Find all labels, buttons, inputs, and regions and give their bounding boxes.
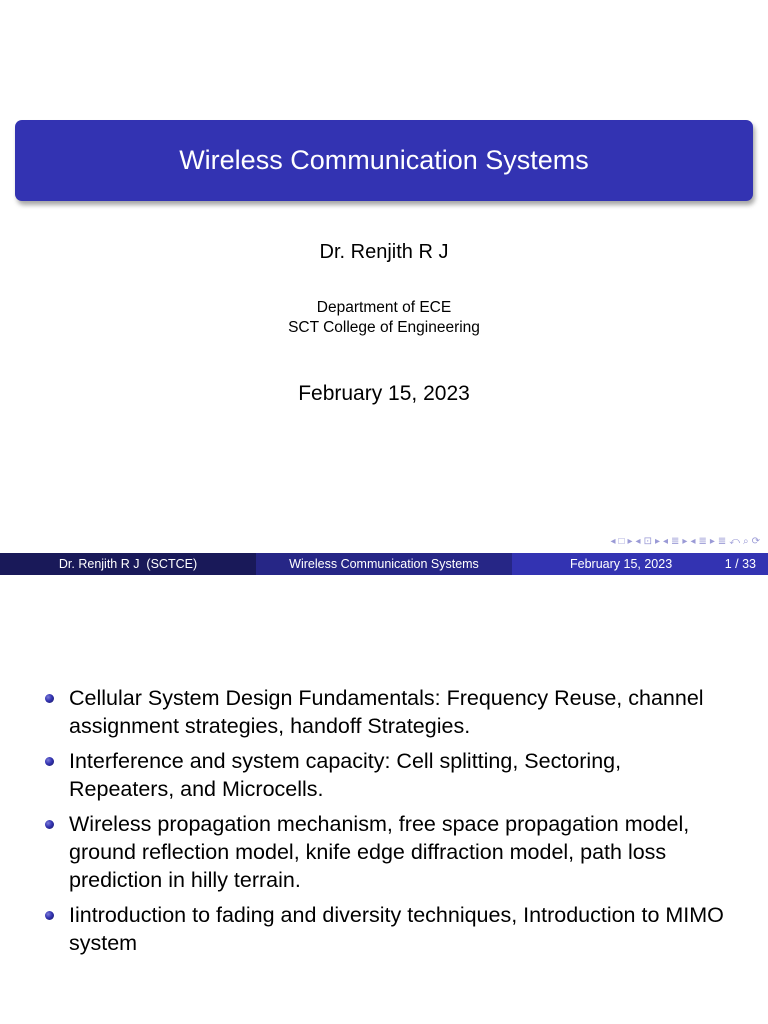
forward-icon[interactable]: ⟳ — [751, 536, 760, 547]
slide-icon[interactable]: □ — [618, 536, 625, 547]
section-icon[interactable]: ≣ — [698, 536, 707, 547]
bullet-list — [0, 684, 768, 964]
presentation-title: Wireless Communication Systems — [179, 145, 589, 175]
author-name: Dr. Renjith R J — [319, 241, 449, 263]
prev-arrow-icon[interactable]: ◂ — [635, 536, 641, 547]
footer-author — [0, 553, 256, 575]
bullet-icon — [45, 757, 54, 766]
subsection-icon[interactable]: ≣ — [671, 536, 680, 547]
beamer-navigation-bar — [610, 536, 760, 548]
page-number: 1 / 33 — [724, 557, 756, 571]
bullet-icon — [45, 694, 54, 703]
bullet-text: Interference and system capacity: Cell splitting, Sectoring, Repeaters, and Microcells. — [69, 749, 622, 801]
frame-icon[interactable]: ⊡ — [643, 536, 652, 547]
bullet-text: Wireless propagation mechanism, free space propagation model, ground reflection model, knife edge diffraction model, path loss prediction in hilly terrain. — [69, 812, 690, 892]
institute-college: SCT College of Engineering — [288, 319, 480, 336]
footer-title-text: Wireless Communication Systems — [289, 557, 479, 571]
footer-bar — [0, 553, 768, 575]
prev-arrow-icon[interactable]: ◂ — [690, 536, 696, 547]
institute-department: Department of ECE — [316, 299, 452, 316]
bullet-text: Iintroduction to fading and diversity techniques, Introduction to MIMO system — [69, 903, 724, 955]
footer-author-text: Dr. Renjith R J (SCTCE) — [58, 557, 198, 571]
list-item — [0, 810, 768, 894]
next-arrow-icon[interactable]: ▸ — [682, 536, 688, 547]
search-icon[interactable]: ⌕ — [743, 536, 749, 547]
content-slide — [0, 576, 768, 1024]
prev-arrow-icon[interactable]: ◂ — [610, 536, 616, 547]
next-arrow-icon[interactable]: ▸ — [627, 536, 633, 547]
next-arrow-icon[interactable]: ▸ — [654, 536, 660, 547]
footer-date-page — [512, 553, 768, 575]
footer-date-text: February 15, 2023 — [570, 557, 673, 571]
presentation-date: February 15, 2023 — [298, 382, 470, 405]
bullet-text: Cellular System Design Fundamentals: Frequency Reuse, channel assignment strategies, handoff Strategies. — [69, 686, 704, 738]
next-arrow-icon[interactable]: ▸ — [709, 536, 715, 547]
bullet-icon — [45, 820, 54, 829]
title-banner — [15, 120, 753, 201]
document-icon[interactable]: ≣ — [717, 536, 727, 547]
list-item — [0, 684, 768, 740]
list-item — [0, 901, 768, 957]
footer-title — [256, 553, 512, 575]
bullet-icon — [45, 911, 54, 920]
back-icon[interactable]: ⤺ — [729, 536, 740, 547]
list-item — [0, 747, 768, 803]
prev-arrow-icon[interactable]: ◂ — [663, 536, 669, 547]
